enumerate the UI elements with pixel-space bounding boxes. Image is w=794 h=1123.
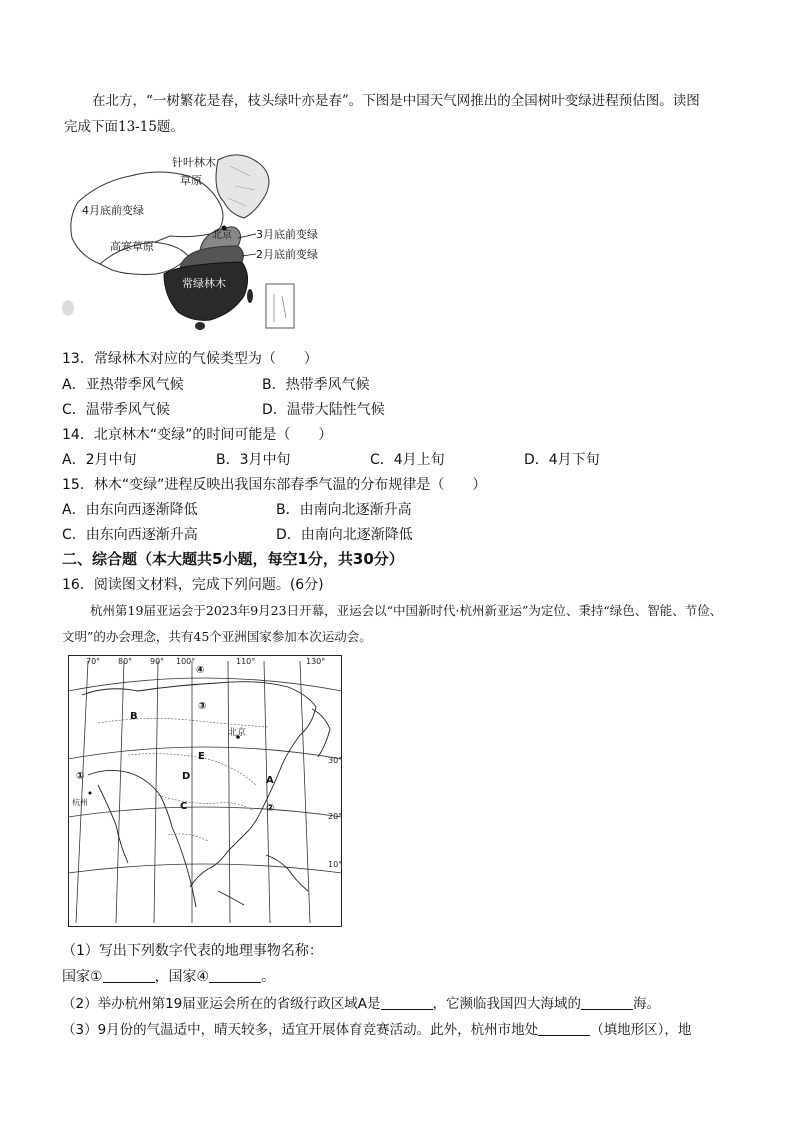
region-a: A xyxy=(266,775,274,786)
q14-option-c[interactable]: C．4月上旬 xyxy=(370,452,445,468)
q15-option-d[interactable]: D．由南向北逐渐降低 xyxy=(276,527,413,543)
q13-option-b[interactable]: B．热带季风气候 xyxy=(262,377,370,393)
q16-material: 杭州第19届亚运会于2023年9月23日开幕，亚运会以“中国新时代·杭州新亚运”为定位、秉持“绿色、智能、节俭、文明”的办会理念，共有45个亚洲国家参加本次运动会。 xyxy=(62,603,723,644)
q14-option-b[interactable]: B．3月中旬 xyxy=(216,452,291,468)
label-alpine: 高寒草原 xyxy=(110,240,154,253)
q2-part-a: （2）举办杭州第19届亚运会所在的省级行政区域A是 xyxy=(62,996,381,1012)
marker-3: ③ xyxy=(198,701,207,712)
q2-part-b: ，它濒临我国四大海域的 xyxy=(432,996,582,1012)
feb-pointer xyxy=(242,254,256,256)
lon-110: 110° xyxy=(236,657,256,666)
lon-90: 90° xyxy=(150,657,165,666)
lon-100: 100° xyxy=(176,657,196,666)
city-hangzhou: 杭州 xyxy=(72,798,88,807)
q1-country4-label: ，国家④ xyxy=(154,969,210,985)
hainan-island xyxy=(195,322,205,330)
question-16-stem: 16．阅读图文材料，完成下列问题。(6分) xyxy=(62,577,324,593)
hangzhou-dot xyxy=(89,792,92,795)
evergreen-region xyxy=(164,262,248,320)
question-14-stem: 14．北京林木“变绿”的时间可能是（ ） xyxy=(62,427,333,443)
label-conifer-1: 针叶林木 xyxy=(172,156,216,169)
question-15-stem: 15．林木“变绿”进程反映出我国东部春季气温的分布规律是（ ） xyxy=(62,477,487,493)
region-c: C xyxy=(180,801,188,812)
q13-option-c[interactable]: C．温带季风气候 xyxy=(62,402,170,418)
q2-part-c: 海。 xyxy=(633,996,661,1012)
q3-part-b: （填地形区），地 xyxy=(590,1022,692,1038)
region-b: B xyxy=(130,711,138,722)
intro-paragraph xyxy=(64,88,734,140)
q16-sub2 xyxy=(62,992,660,1012)
label-conifer-2: 草原 xyxy=(180,174,202,187)
q2-blank-2[interactable] xyxy=(581,995,633,1010)
marker-2: ② xyxy=(266,803,275,814)
lat-30: 30° xyxy=(328,756,342,765)
south-sea-inset xyxy=(266,284,294,328)
q15-option-b[interactable]: B．由南向北逐渐升高 xyxy=(276,502,412,518)
greening-map xyxy=(60,146,330,336)
q15-option-a[interactable]: A．由东向西逐渐降低 xyxy=(62,502,198,518)
q13-option-a[interactable]: A．亚热带季风气候 xyxy=(62,377,184,393)
map-frame xyxy=(69,656,342,927)
asia-map xyxy=(68,655,342,927)
q16-sub1-line1: （1）写出下列数字代表的地理事物名称： xyxy=(62,943,323,959)
lon-130: 130° xyxy=(306,657,326,666)
label-beijing: 北京 xyxy=(212,230,232,241)
q14-option-d[interactable]: D．4月下旬 xyxy=(524,452,600,468)
label-april: 4月底前变绿 xyxy=(82,204,144,217)
q14-option-a[interactable]: A．2月中旬 xyxy=(62,452,137,468)
q13-option-d[interactable]: D．温带大陆性气候 xyxy=(262,402,385,418)
section-2-title: 二、综合题（本大题共5小题，每空1分，共30分） xyxy=(62,550,404,568)
question-13-stem: 13．常绿林木对应的气候类型为（ ） xyxy=(62,351,318,367)
lon-80: 80° xyxy=(118,657,133,666)
q2-blank-1[interactable] xyxy=(381,995,433,1010)
region-e: E xyxy=(198,751,205,762)
q15-option-c[interactable]: C．由东向西逐渐升高 xyxy=(62,527,198,543)
q1-blank-2[interactable] xyxy=(209,968,261,983)
marker-4: ④ xyxy=(196,665,205,676)
lat-10: 10° xyxy=(328,860,342,869)
region-d: D xyxy=(182,771,191,782)
lat-20: 20° xyxy=(328,812,342,821)
q16-sub1-line2 xyxy=(62,966,275,986)
conifer-region xyxy=(216,155,269,218)
q1-country1-label: 国家① xyxy=(62,969,103,985)
marker-1: ① xyxy=(76,771,85,782)
intro-line-1: 在北方，“一树繁花是春，枝头绿叶亦是春”。下图是中国天气网推出的全国树叶变绿进程预估图。读图 xyxy=(92,93,700,109)
taiwan-island xyxy=(247,289,253,303)
lon-70: 70° xyxy=(86,657,101,666)
q3-blank-1[interactable] xyxy=(538,1021,590,1036)
q3-part-a: （3）9月份的气温适中，晴天较多，适宜开展体育竞赛活动。此外，杭州市地处 xyxy=(62,1022,539,1038)
label-evergreen: 常绿林木 xyxy=(182,277,226,290)
q16-sub3 xyxy=(62,1018,691,1038)
label-feb: 2月底前变绿 xyxy=(256,248,318,261)
label-march: 3月底前变绿 xyxy=(256,228,318,241)
q1-end: 。 xyxy=(261,969,276,985)
map-blot xyxy=(62,300,74,316)
q1-blank-1[interactable] xyxy=(103,968,155,983)
city-beijing: 北京 xyxy=(228,728,247,738)
intro-line-2: 完成下面13-15题。 xyxy=(64,119,184,135)
